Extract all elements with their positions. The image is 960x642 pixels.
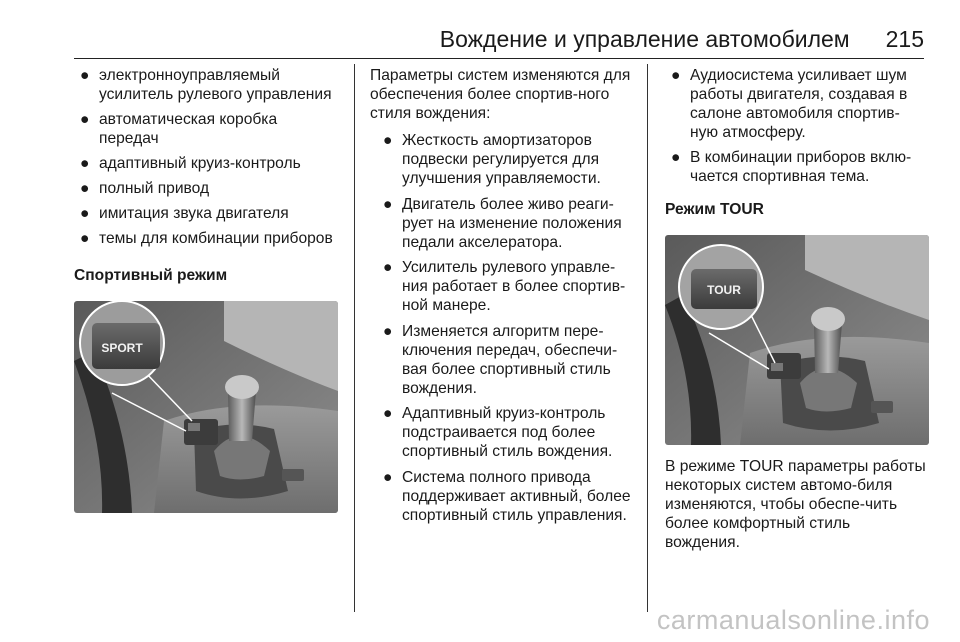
column-3 — [665, 66, 927, 552]
page-number: 215 — [885, 26, 924, 52]
bullet-icon: ● — [383, 259, 393, 276]
column-1 — [74, 66, 340, 513]
list-item: ● имитация звука двигателя — [80, 205, 289, 222]
list-item: ● полный привод — [80, 180, 210, 197]
bullet-icon: ● — [383, 132, 393, 149]
bullet-icon: ● — [80, 155, 90, 172]
sport-effects-list — [377, 131, 640, 525]
bullet-icon: ● — [383, 322, 393, 340]
bullet-icon: ● — [80, 67, 90, 84]
bullet-icon: ● — [80, 205, 90, 222]
bullet-icon: ● — [671, 149, 681, 166]
page-title: Вождение и управление автомобилем — [439, 26, 850, 52]
bullet-icon: ● — [80, 230, 90, 247]
watermark: carmanualsonline.info — [656, 605, 930, 635]
tour-button-label: TOUR — [707, 283, 741, 297]
bullet-icon: ● — [383, 468, 393, 486]
column-divider-2 — [647, 64, 648, 612]
bullet-icon: ● — [80, 111, 90, 128]
list-item: ● темы для комбинации приборов — [80, 230, 333, 247]
list-item: ● адаптивный круиз-контроль — [80, 155, 301, 172]
column-2 — [370, 66, 640, 531]
list-item: ● Система полного привода поддерживает активный, более спортивный стиль управления. — [383, 468, 631, 524]
header-rule — [74, 58, 924, 59]
page-header — [74, 26, 924, 56]
list-item: ● Жесткость амортизаторов подвески регулируется для улучшения управляемости. — [383, 132, 601, 187]
list-item: ● Адаптивный круиз-контроль подстраивается под более спортивный стиль вождения. — [383, 405, 613, 460]
section-heading-tour: Режим TOUR — [665, 201, 764, 218]
feature-list — [74, 66, 340, 248]
list-item: ● электронноуправляемый усилитель рулевого управления — [80, 67, 332, 103]
list-item: ● Усилитель рулевого управле-ния работает в более спортив-ной манере. — [383, 259, 626, 314]
bullet-icon: ● — [80, 180, 90, 197]
bullet-icon: ● — [383, 405, 393, 422]
list-item: ● В комбинации приборов вклю-чается спортивная тема. — [671, 149, 912, 185]
section-heading-sport: Спортивный режим — [74, 267, 228, 284]
sport-mode-photo — [74, 301, 338, 513]
sport-button-label: SPORT — [101, 341, 143, 355]
list-item: ● Изменяется алгоритм пере-ключения передач, обеспечи-вая более спортивный стиль вождения. — [383, 322, 618, 397]
list-item: ● автоматическая коробка передач — [80, 111, 278, 147]
intro-paragraph: Параметры систем изменяются для обеспечения более спортив-ного стиля вождения: — [370, 67, 631, 122]
bullet-icon: ● — [383, 195, 393, 213]
tour-mode-photo — [665, 235, 929, 445]
sport-effects-list-continued — [665, 66, 927, 186]
list-item: ● Аудиосистема усиливает шум работы двигателя, создавая в салоне автомобиля спортив-ную атмосферу. — [671, 67, 908, 141]
bullet-icon: ● — [671, 67, 681, 84]
list-item: ● Двигатель более живо реаги-рует на изменение положения педали акселератора. — [383, 195, 622, 251]
tour-paragraph: В режиме TOUR параметры работы некоторых систем автомо-биля изменяются, чтобы обеспе-чить более комфортный стиль вождения. — [665, 458, 926, 551]
column-divider-1 — [354, 64, 355, 612]
